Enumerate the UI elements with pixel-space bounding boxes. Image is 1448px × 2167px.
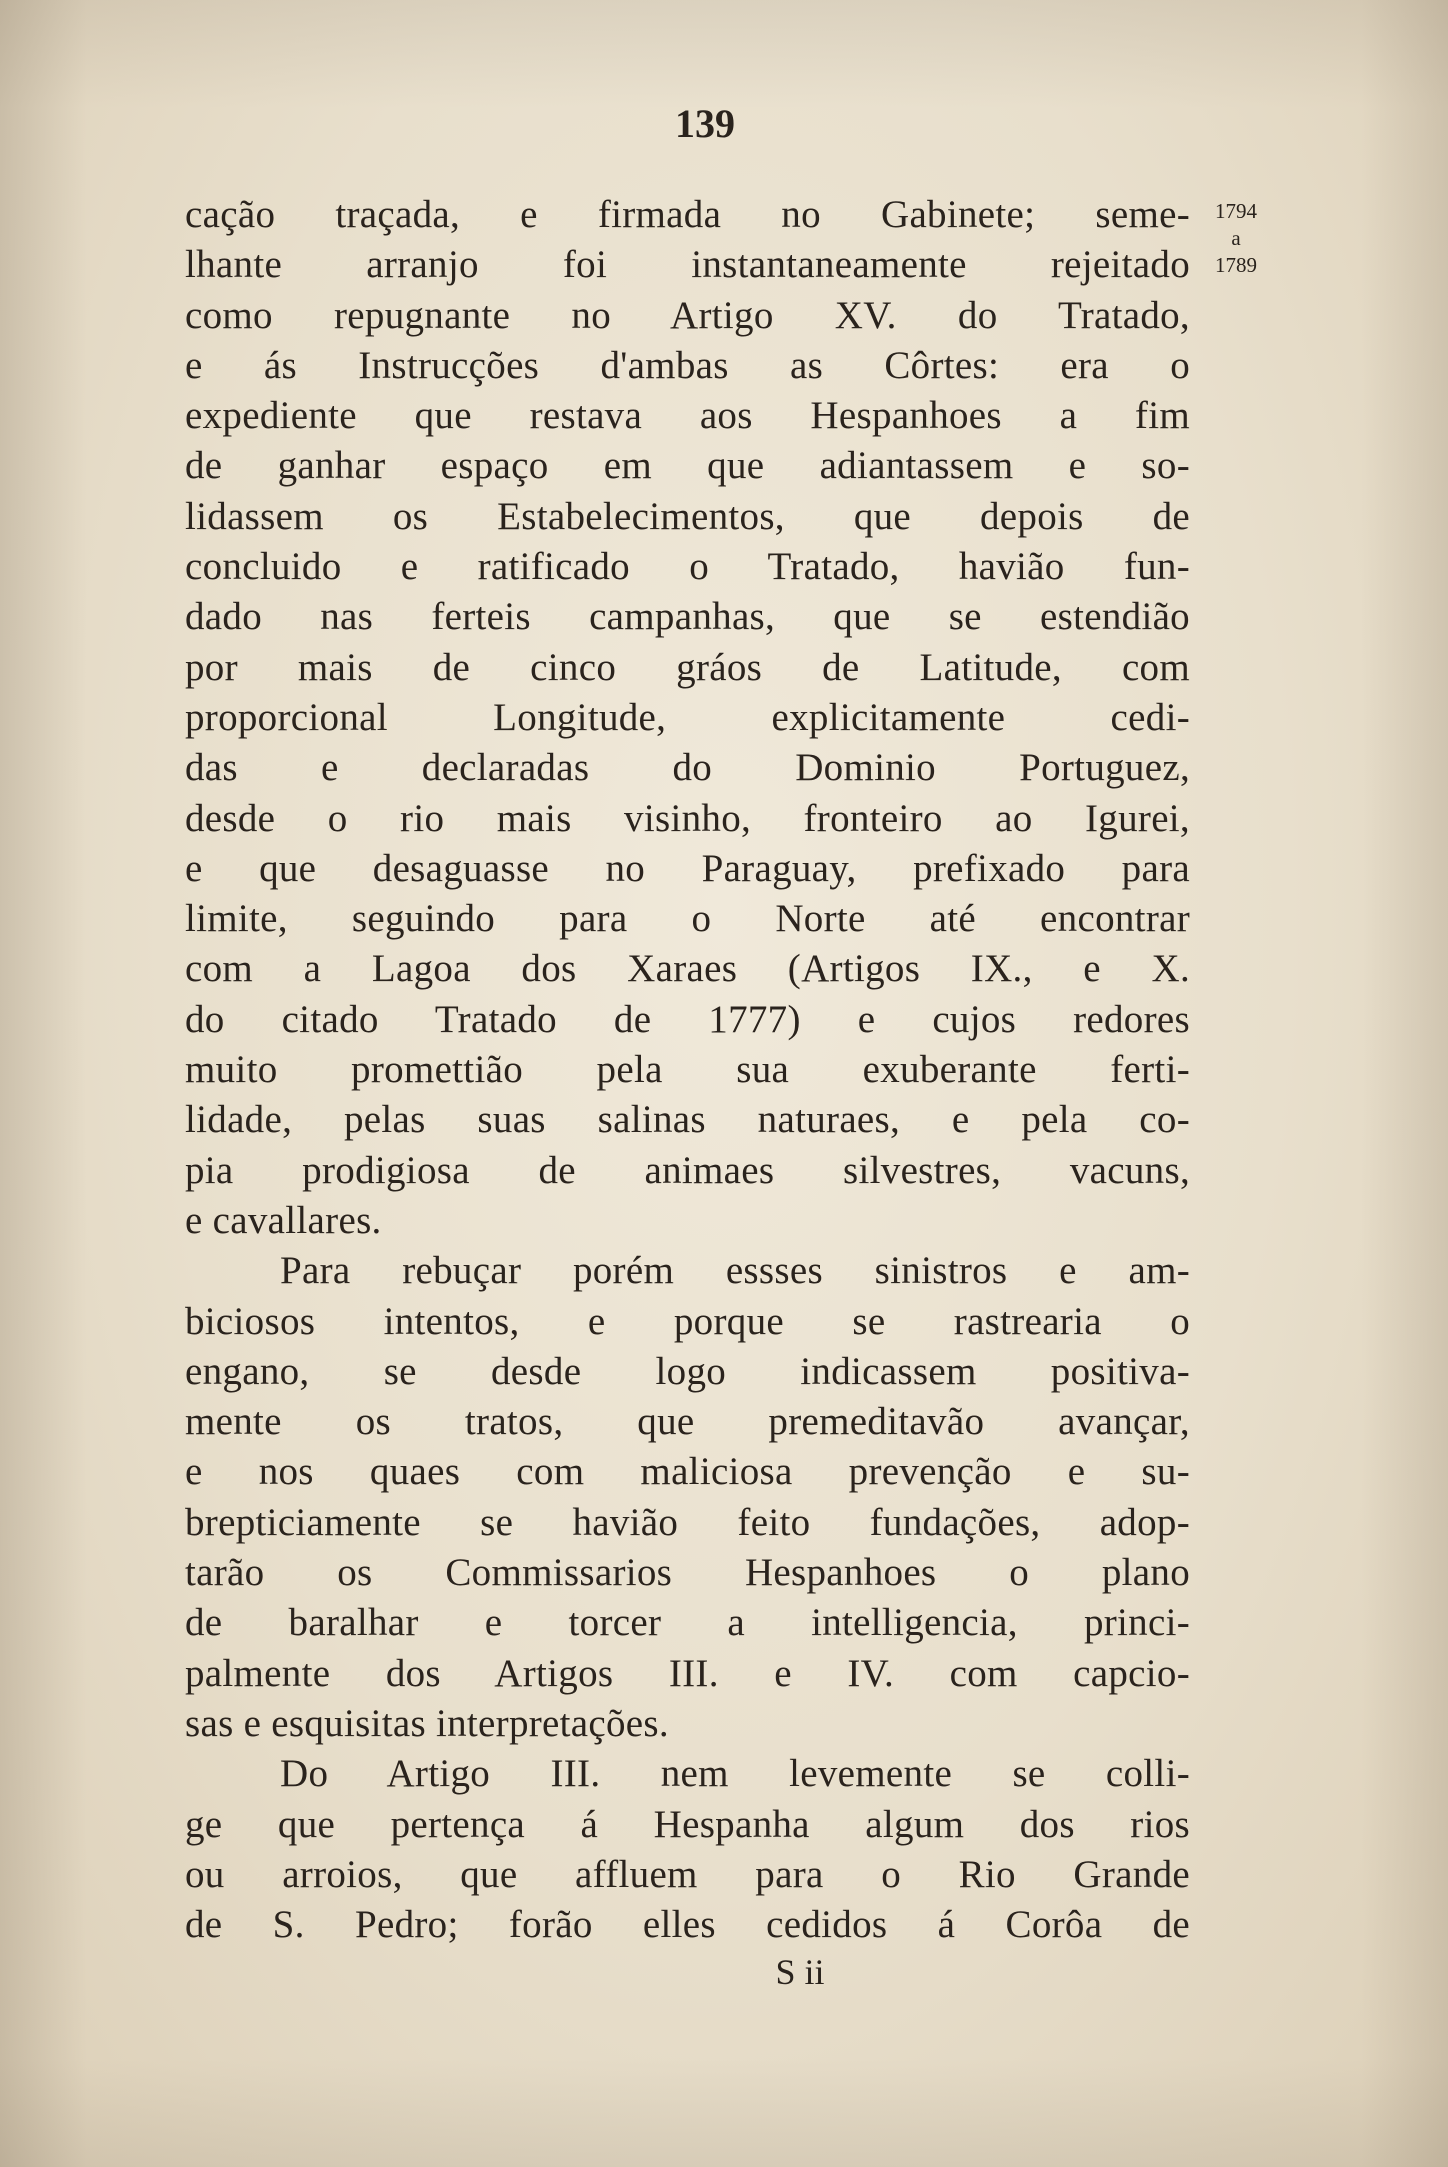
text-line: e ás Instrucções d'ambas as Côrtes: era o: [185, 343, 1190, 387]
signature-mark: S ii: [775, 1952, 825, 1992]
text-line: ge que pertença á Hespanha algum dos rios: [185, 1802, 1190, 1846]
text-line: desde o rio mais visinho, fronteiro ao Igurei,: [185, 796, 1190, 840]
text-line: do citado Tratado de 1777) e cujos redores: [185, 997, 1190, 1041]
margin-note-dates: [1206, 198, 1266, 279]
text-line: palmente dos Artigos III. e IV. com capcio-: [185, 1651, 1190, 1695]
text-line: proporcional Longitude, explicitamente cedi-: [185, 695, 1190, 739]
paragraph-start-line: Para rebuçar porém essses sinistros e am-: [280, 1249, 1190, 1293]
text-line: tarão os Commissarios Hespanhoes o plano: [185, 1551, 1190, 1595]
text-line: de S. Pedro; forão elles cedidos á Corôa de: [185, 1903, 1190, 1947]
text-line: ou arroios, que affluem para o Rio Grande: [185, 1852, 1190, 1896]
text-line: engano, se desde logo indicassem positiva-: [185, 1349, 1190, 1393]
text-line: muito promettião pela sua exuberante ferti-: [185, 1048, 1190, 1092]
text-line: das e declaradas do Dominio Portuguez,: [185, 746, 1190, 790]
text-line: expediente que restava aos Hespanhoes a fim: [185, 394, 1190, 438]
paragraph-end-line: sas e esquisitas interpretações.: [185, 1701, 669, 1745]
text-line: brepticiamente se havião feito fundações, adop-: [185, 1500, 1190, 1544]
text-line: pia prodigiosa de animaes silvestres, vacuns,: [185, 1148, 1190, 1192]
text-line: com a Lagoa dos Xaraes (Artigos IX., e X.: [185, 947, 1190, 991]
text-line: lidade, pelas suas salinas naturaes, e pela co-: [185, 1098, 1190, 1142]
text-line: lidassem os Estabelecimentos, que depois de: [185, 494, 1190, 538]
text-line: biciosos intentos, e porque se rastrearia o: [185, 1299, 1190, 1343]
margin-note-start-year: 1794: [1215, 199, 1257, 223]
text-line: concluido e ratificado o Tratado, havião fun-: [185, 545, 1190, 589]
text-line: por mais de cinco gráos de Latitude, com: [185, 645, 1190, 689]
paragraph-end-line: e cavallares.: [185, 1198, 382, 1242]
body-text: [185, 190, 1190, 1950]
page-number: 139: [675, 101, 735, 146]
text-line: lhante arranjo foi instantaneamente rejeitado: [185, 243, 1190, 287]
text-line: cação traçada, e firmada no Gabinete; seme-: [185, 193, 1190, 236]
text-line: dado nas ferteis campanhas, que se estendião: [185, 595, 1190, 639]
text-line: de ganhar espaço em que adiantassem e so-: [185, 444, 1190, 488]
text-line: e que desaguasse no Paraguay, prefixado para: [185, 846, 1190, 890]
text-line: mente os tratos, que premeditavão avançar,: [185, 1400, 1190, 1444]
text-line: e nos quaes com maliciosa prevenção e su-: [185, 1450, 1190, 1494]
margin-note-end-year: 1789: [1215, 253, 1257, 277]
margin-note-connector: a: [1231, 226, 1241, 250]
text-line: como repugnante no Artigo XV. do Tratado,: [185, 293, 1190, 337]
paragraph-start-line: Do Artigo III. nem levemente se colli-: [280, 1752, 1190, 1796]
text-line: limite, seguindo para o Norte até encontrar: [185, 897, 1190, 941]
text-line: de baralhar e torcer a intelligencia, princi-: [185, 1601, 1190, 1645]
